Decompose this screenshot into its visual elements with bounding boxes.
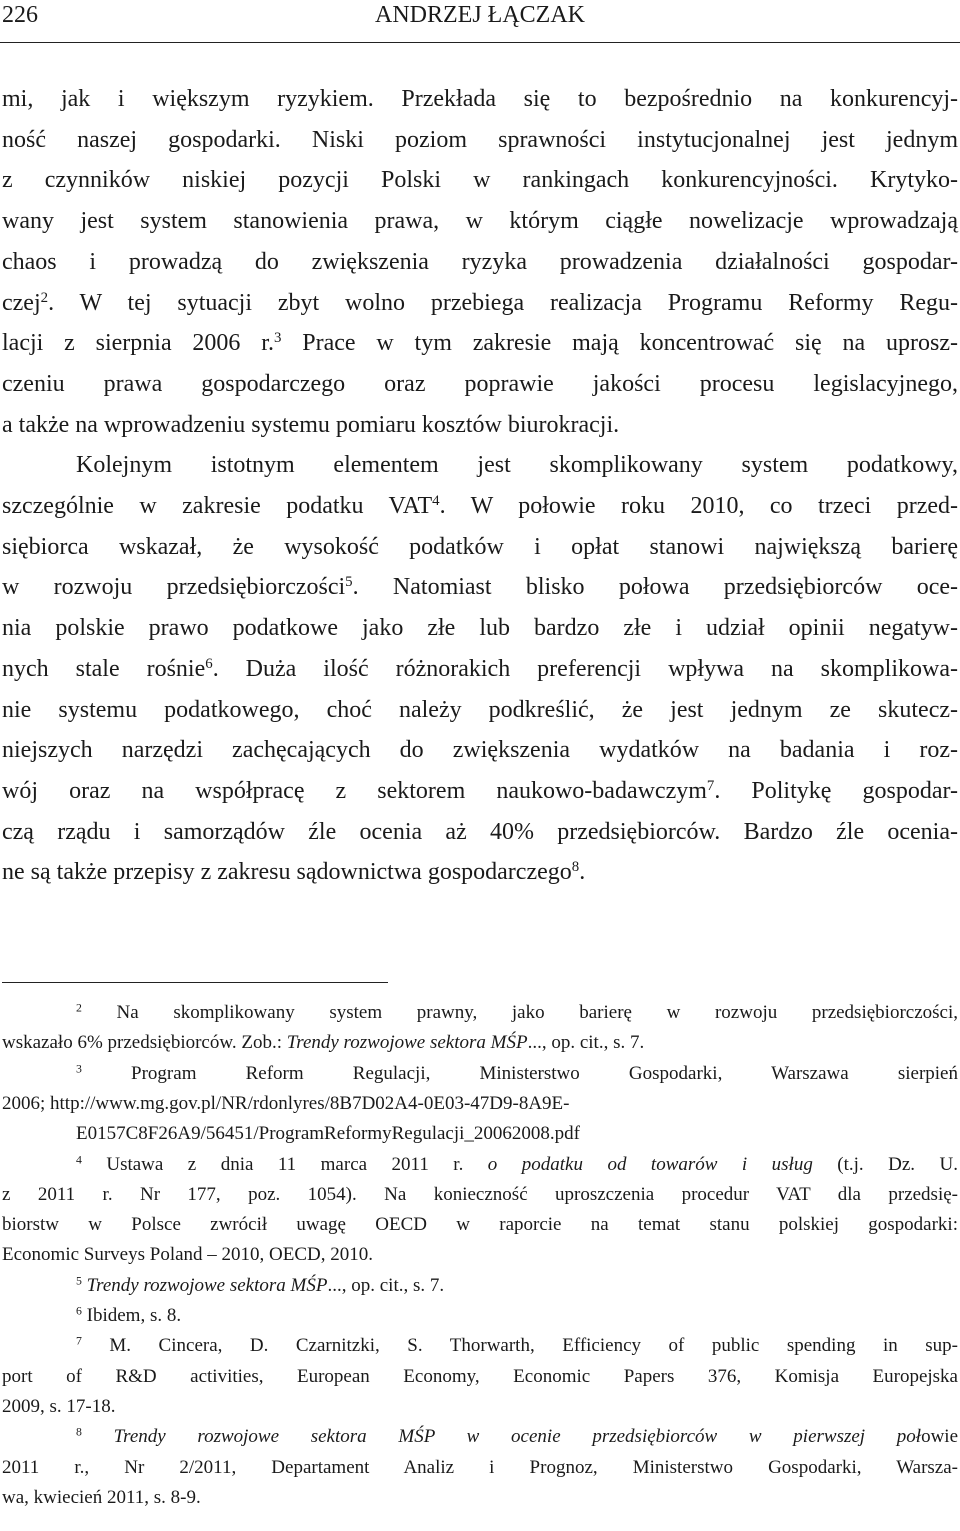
page-number: 226 xyxy=(2,2,38,28)
body-line xyxy=(2,613,958,643)
body-line xyxy=(2,206,958,236)
footnote-line xyxy=(2,1183,958,1207)
footnote-line xyxy=(2,1243,958,1267)
body-line xyxy=(2,410,958,440)
footnote-line xyxy=(76,1153,958,1177)
body-line xyxy=(2,532,958,562)
body-line xyxy=(2,491,958,521)
footnote-marker: 3 xyxy=(76,1062,82,1076)
text-run: mi, jak i większym ryzykiem. Przekłada się to bezpośrednio na konkurencyj- xyxy=(2,86,958,112)
footnote-line xyxy=(76,1304,958,1328)
text-run: siębiorca wskazał, że wysokość podatków i opłat stanowi największą barierę xyxy=(2,533,958,560)
footnote-line xyxy=(76,1001,958,1025)
text-run: . W tej sytuacji zbyt wolno przebiega realizacja Programu Reformy Regu- xyxy=(48,289,958,316)
footnote-marker: 3 xyxy=(273,330,282,347)
text-run: z 2011 r. Nr 177, poz. 1054). Na konieczność uproszczenia procedur VAT dla przedsię- xyxy=(2,1183,958,1205)
italic-title: o podatku od towarów i usług xyxy=(487,1153,813,1175)
italic-title: Trendy rozwojowe sektora MŚP xyxy=(86,1274,328,1296)
text-run: Kolejnym istotnym elementem jest skomplikowany system podatkowy, xyxy=(76,452,958,479)
text-run: chaos i prowadzą do zwiększenia ryzyka prowadzenia działalności gospodar- xyxy=(2,248,958,275)
text-run: czeniu prawa gospodarczego oraz poprawie jakości procesu legislacyjnego, xyxy=(2,370,958,397)
text-run: w rozwoju przedsiębiorczości xyxy=(2,574,346,601)
footnote-line xyxy=(2,1031,958,1055)
footnote-marker: 4 xyxy=(432,492,440,509)
text-run: owie xyxy=(921,1426,959,1448)
body-line xyxy=(2,654,958,684)
header-rule xyxy=(0,42,960,43)
text-run: Program Reform Regulacji, Ministerstwo Gospodarki, Warszawa sierpień xyxy=(81,1062,958,1084)
text-run: 2011 r., Nr 2/2011, Departament Analiz i Prognoz, Ministerstwo Gospodarki, Warsza- xyxy=(2,1456,958,1478)
text-run: . W połowie roku 2010, co trzeci przed- xyxy=(439,493,958,519)
footnote-marker: 8 xyxy=(76,1425,82,1439)
body-line xyxy=(2,817,958,847)
text-run: ..., op. cit., s. 7. xyxy=(327,1274,445,1296)
body-line xyxy=(2,695,958,725)
body-line xyxy=(76,450,958,480)
text-run: . Natomiast blisko połowa przedsiębiorców oce- xyxy=(352,574,959,601)
footnote-line xyxy=(76,1122,958,1146)
body-line xyxy=(2,857,958,887)
text-run: nych stale rośnie xyxy=(2,655,206,682)
text-run: 2009, s. 17-18. xyxy=(2,1395,116,1417)
text-run: ne są także przepisy z zakresu sądownictwa gospodarczego xyxy=(2,859,572,886)
text-run xyxy=(82,1426,114,1447)
text-run: M. Cincera, D. Czarnitzki, S. Thorwarth, Efficiency of public spending in sup- xyxy=(81,1335,958,1357)
text-run: czą rządu i samorządów źle ocenia aż 40% przedsiębiorców. Bardzo źle ocenia- xyxy=(2,818,958,845)
text-run: nia polskie prawo podatkowe jako złe lub bardzo złe i udział opinii negatyw- xyxy=(2,615,958,642)
italic-title: Trendy rozwojowe sektora MŚP w ocenie przedsiębiorców w pierwszej poł xyxy=(113,1426,922,1448)
footnote-line xyxy=(76,1425,958,1449)
footnote-line xyxy=(76,1334,958,1358)
text-run: biorstw w Polsce zwrócił uwagę OECD w raporcie na temat stanu polskiej gospodarki: xyxy=(2,1214,958,1236)
text-run: Economic Surveys Poland – 2010, OECD, 2010. xyxy=(2,1244,374,1266)
running-head: ANDRZEJ ŁĄCZAK xyxy=(375,2,585,28)
body-line xyxy=(2,247,958,277)
footnote-line xyxy=(2,1395,958,1419)
footnote-marker: 8 xyxy=(571,859,580,876)
text-run: nie systemu podatkowego, choć należy podkreślić, że jest jednym ze skutecz- xyxy=(2,696,958,723)
text-run: a także na wprowadzeniu systemu pomiaru kosztów biurokracji. xyxy=(2,411,620,438)
text-run: port of R&D activities, European Economy, Economic Papers 376, Komisja Europejska xyxy=(2,1365,958,1387)
body-line xyxy=(2,288,958,318)
text-run: Ustawa z dnia 11 marca 2011 r. xyxy=(81,1153,488,1175)
text-run: E0157C8F26A9/56451/ProgramReformyRegulacji_20062008.pdf xyxy=(76,1123,580,1145)
footnote-separator xyxy=(2,982,388,983)
text-run: Na skomplikowany system prawny, jako barierę w rozwoju przedsiębiorczości, xyxy=(81,1002,958,1023)
text-run: z czynników niskiej pozycji Polski w rankingach konkurencyjności. Krytyko- xyxy=(2,167,958,194)
footnote-marker: 5 xyxy=(345,574,353,591)
body-line xyxy=(2,776,958,806)
footnote-line xyxy=(2,1092,958,1116)
text-run: niejszych narzędzi zachęcających do zwiększenia wydatków na badania i roz- xyxy=(2,737,958,764)
body-line xyxy=(2,572,958,602)
footnote-line xyxy=(2,1365,958,1389)
body-line xyxy=(2,84,958,114)
text-run: szczególnie w zakresie podatku VAT xyxy=(2,493,433,519)
footnote-marker: 2 xyxy=(40,289,49,306)
text-run: Prace w tym zakresie mają koncentrować się na uprosz- xyxy=(281,330,959,357)
text-run: wój oraz na współpracę z sektorem naukowo-badawczym xyxy=(2,777,707,804)
text-run: . xyxy=(579,859,586,886)
footnote-line xyxy=(76,1062,958,1086)
footnote-line xyxy=(2,1456,958,1480)
body-line xyxy=(2,369,958,399)
footnote-line xyxy=(2,1213,958,1237)
body-line xyxy=(2,328,958,358)
text-run: wany jest system stanowienia prawa, w którym ciągłe nowelizacje wprowadzają xyxy=(2,208,958,235)
text-run: lacji z sierpnia 2006 r. xyxy=(2,330,274,357)
footnote-marker: 5 xyxy=(76,1274,82,1288)
body-line xyxy=(2,735,958,765)
text-run: . Politykę gospodar- xyxy=(714,777,958,804)
footnote-marker: 6 xyxy=(76,1304,82,1318)
footnote-line xyxy=(2,1486,958,1510)
footnote-marker: 6 xyxy=(205,655,213,672)
page-header xyxy=(0,0,960,44)
text-run: wskazało 6% przedsiębiorców. Zob.: xyxy=(2,1032,287,1054)
footnote-line xyxy=(76,1274,958,1298)
text-run: ność naszej gospodarki. Niski poziom sprawności instytucjonalnej jest jednym xyxy=(2,126,958,153)
text-run: 2006; http://www.mg.gov.pl/NR/rdonlyres/8B7D02A4-0E03-47D9-8A9E- xyxy=(2,1092,570,1114)
text-run: . Duża ilość różnorakich preferencji wpływa na skomplikowa- xyxy=(212,655,958,682)
text-run: wa, kwiecień 2011, s. 8-9. xyxy=(2,1486,201,1508)
text-run: Ibidem, s. 8. xyxy=(81,1305,182,1326)
footnote-marker: 7 xyxy=(76,1334,82,1348)
body-line xyxy=(2,125,958,155)
italic-title: Trendy rozwojowe sektora MŚP xyxy=(286,1032,528,1054)
footnote-marker: 2 xyxy=(76,1001,82,1015)
text-run: ..., op. cit., s. 7. xyxy=(527,1032,645,1054)
text-run: czej xyxy=(2,289,41,316)
body-line xyxy=(2,165,958,195)
footnote-marker: 4 xyxy=(76,1153,82,1167)
footnote-marker: 7 xyxy=(706,777,715,794)
text-run: (t.j. Dz. U. xyxy=(812,1153,958,1175)
